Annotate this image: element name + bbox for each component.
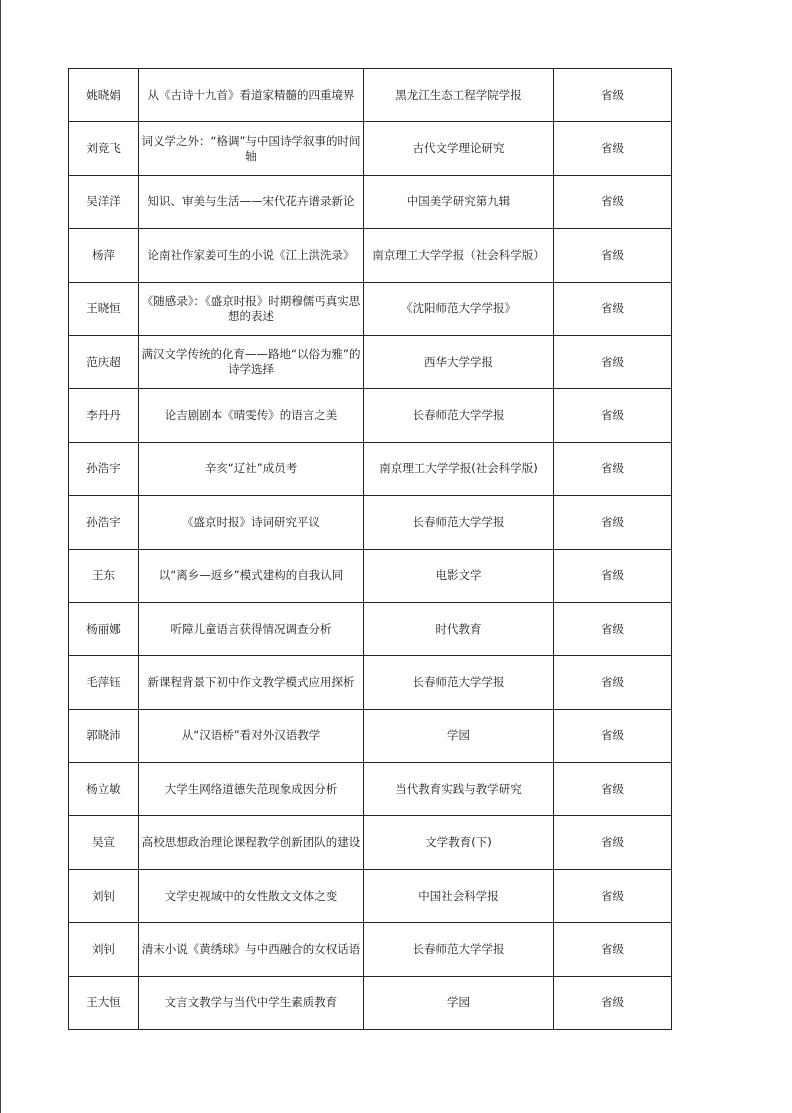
journal-cell: 文学教育(下) — [364, 816, 554, 869]
table-row — [69, 976, 672, 1029]
title-cell: 高校思想政治理论课程教学创新团队的建设 — [139, 816, 364, 869]
level-cell: 省级 — [554, 923, 672, 976]
table-row — [69, 229, 672, 282]
title-cell: 论吉剧剧本《晴雯传》的语言之美 — [139, 389, 364, 442]
level-cell: 省级 — [554, 602, 672, 655]
journal-cell: 《沈阳师范大学学报》 — [364, 282, 554, 335]
author-cell: 吴宣 — [69, 816, 139, 869]
author-cell: 姚晓娟 — [69, 69, 139, 122]
journal-cell: 学园 — [364, 709, 554, 762]
journal-cell: 时代教育 — [364, 602, 554, 655]
page-left-edge — [0, 0, 1, 1113]
title-cell: 清末小说《黄绣球》与中西融合的女权话语 — [139, 923, 364, 976]
journal-cell: 中国美学研究第九辑 — [364, 175, 554, 228]
title-cell: 《随感录》：《盛京时报》时期穆儒丐真实思想的表述 — [139, 282, 364, 335]
title-cell: 《盛京时报》诗词研究平议 — [139, 496, 364, 549]
author-cell: 李丹丹 — [69, 389, 139, 442]
level-cell: 省级 — [554, 816, 672, 869]
publications-table — [68, 68, 672, 1030]
publications-table-body — [69, 69, 672, 1030]
table-row — [69, 122, 672, 175]
journal-cell: 中国社会科学报 — [364, 869, 554, 922]
author-cell: 郭晓沛 — [69, 709, 139, 762]
title-cell: 词义学之外：“格调”与中国诗学叙事的时间轴 — [139, 122, 364, 175]
journal-cell: 当代教育实践与教学研究 — [364, 763, 554, 816]
table-row — [69, 602, 672, 655]
level-cell: 省级 — [554, 122, 672, 175]
table-row — [69, 496, 672, 549]
table-row — [69, 709, 672, 762]
level-cell: 省级 — [554, 869, 672, 922]
title-cell: 以“离乡—返乡”模式建构的自我认同 — [139, 549, 364, 602]
table-row — [69, 656, 672, 709]
table-row — [69, 869, 672, 922]
level-cell: 省级 — [554, 229, 672, 282]
table-row — [69, 442, 672, 495]
journal-cell: 电影文学 — [364, 549, 554, 602]
table-row — [69, 763, 672, 816]
title-cell: 论南社作家姜可生的小说《江上洪洗录》 — [139, 229, 364, 282]
author-cell: 范庆超 — [69, 335, 139, 388]
table-row — [69, 335, 672, 388]
journal-cell: 古代文学理论研究 — [364, 122, 554, 175]
author-cell: 孙浩宇 — [69, 496, 139, 549]
author-cell: 吴洋洋 — [69, 175, 139, 228]
author-cell: 刘钊 — [69, 869, 139, 922]
journal-cell: 长春师范大学学报 — [364, 656, 554, 709]
journal-cell: 长春师范大学学报 — [364, 389, 554, 442]
journal-cell: 长春师范大学学报 — [364, 496, 554, 549]
title-cell: 大学生网络道德失范现象成因分析 — [139, 763, 364, 816]
table-row — [69, 175, 672, 228]
journal-cell: 学园 — [364, 976, 554, 1029]
author-cell: 王大恒 — [69, 976, 139, 1029]
journal-cell: 南京理工大学学报（社会科学版） — [364, 229, 554, 282]
level-cell: 省级 — [554, 282, 672, 335]
author-cell: 王晓恒 — [69, 282, 139, 335]
level-cell: 省级 — [554, 763, 672, 816]
level-cell: 省级 — [554, 442, 672, 495]
level-cell: 省级 — [554, 976, 672, 1029]
level-cell: 省级 — [554, 549, 672, 602]
title-cell: 从《古诗十九首》看道家精髓的四重境界 — [139, 69, 364, 122]
author-cell: 毛萍钰 — [69, 656, 139, 709]
level-cell: 省级 — [554, 656, 672, 709]
title-cell: 知识、审美与生活——宋代花卉谱录新论 — [139, 175, 364, 228]
author-cell: 杨立敏 — [69, 763, 139, 816]
level-cell: 省级 — [554, 69, 672, 122]
table-row — [69, 69, 672, 122]
title-cell: 辛亥“辽社”成员考 — [139, 442, 364, 495]
title-cell: 从“汉语桥”看对外汉语教学 — [139, 709, 364, 762]
author-cell: 刘竞飞 — [69, 122, 139, 175]
title-cell: 文言文教学与当代中学生素质教育 — [139, 976, 364, 1029]
table-row — [69, 923, 672, 976]
author-cell: 孙浩宇 — [69, 442, 139, 495]
title-cell: 文学史视域中的女性散文文体之变 — [139, 869, 364, 922]
level-cell: 省级 — [554, 496, 672, 549]
journal-cell: 南京理工大学学报(社会科学版) — [364, 442, 554, 495]
journal-cell: 长春师范大学学报 — [364, 923, 554, 976]
author-cell: 刘钊 — [69, 923, 139, 976]
level-cell: 省级 — [554, 175, 672, 228]
level-cell: 省级 — [554, 389, 672, 442]
journal-cell: 黑龙江生态工程学院学报 — [364, 69, 554, 122]
title-cell: 满汉文学传统的化育——路地“以俗为雅”的诗学选择 — [139, 335, 364, 388]
table-row — [69, 816, 672, 869]
table-row — [69, 389, 672, 442]
title-cell: 听障儿童语言获得情况调查分析 — [139, 602, 364, 655]
table-row — [69, 282, 672, 335]
table-row — [69, 549, 672, 602]
author-cell: 杨萍 — [69, 229, 139, 282]
journal-cell: 西华大学学报 — [364, 335, 554, 388]
level-cell: 省级 — [554, 709, 672, 762]
level-cell: 省级 — [554, 335, 672, 388]
author-cell: 王东 — [69, 549, 139, 602]
author-cell: 杨丽娜 — [69, 602, 139, 655]
title-cell: 新课程背景下初中作文教学模式应用探析 — [139, 656, 364, 709]
